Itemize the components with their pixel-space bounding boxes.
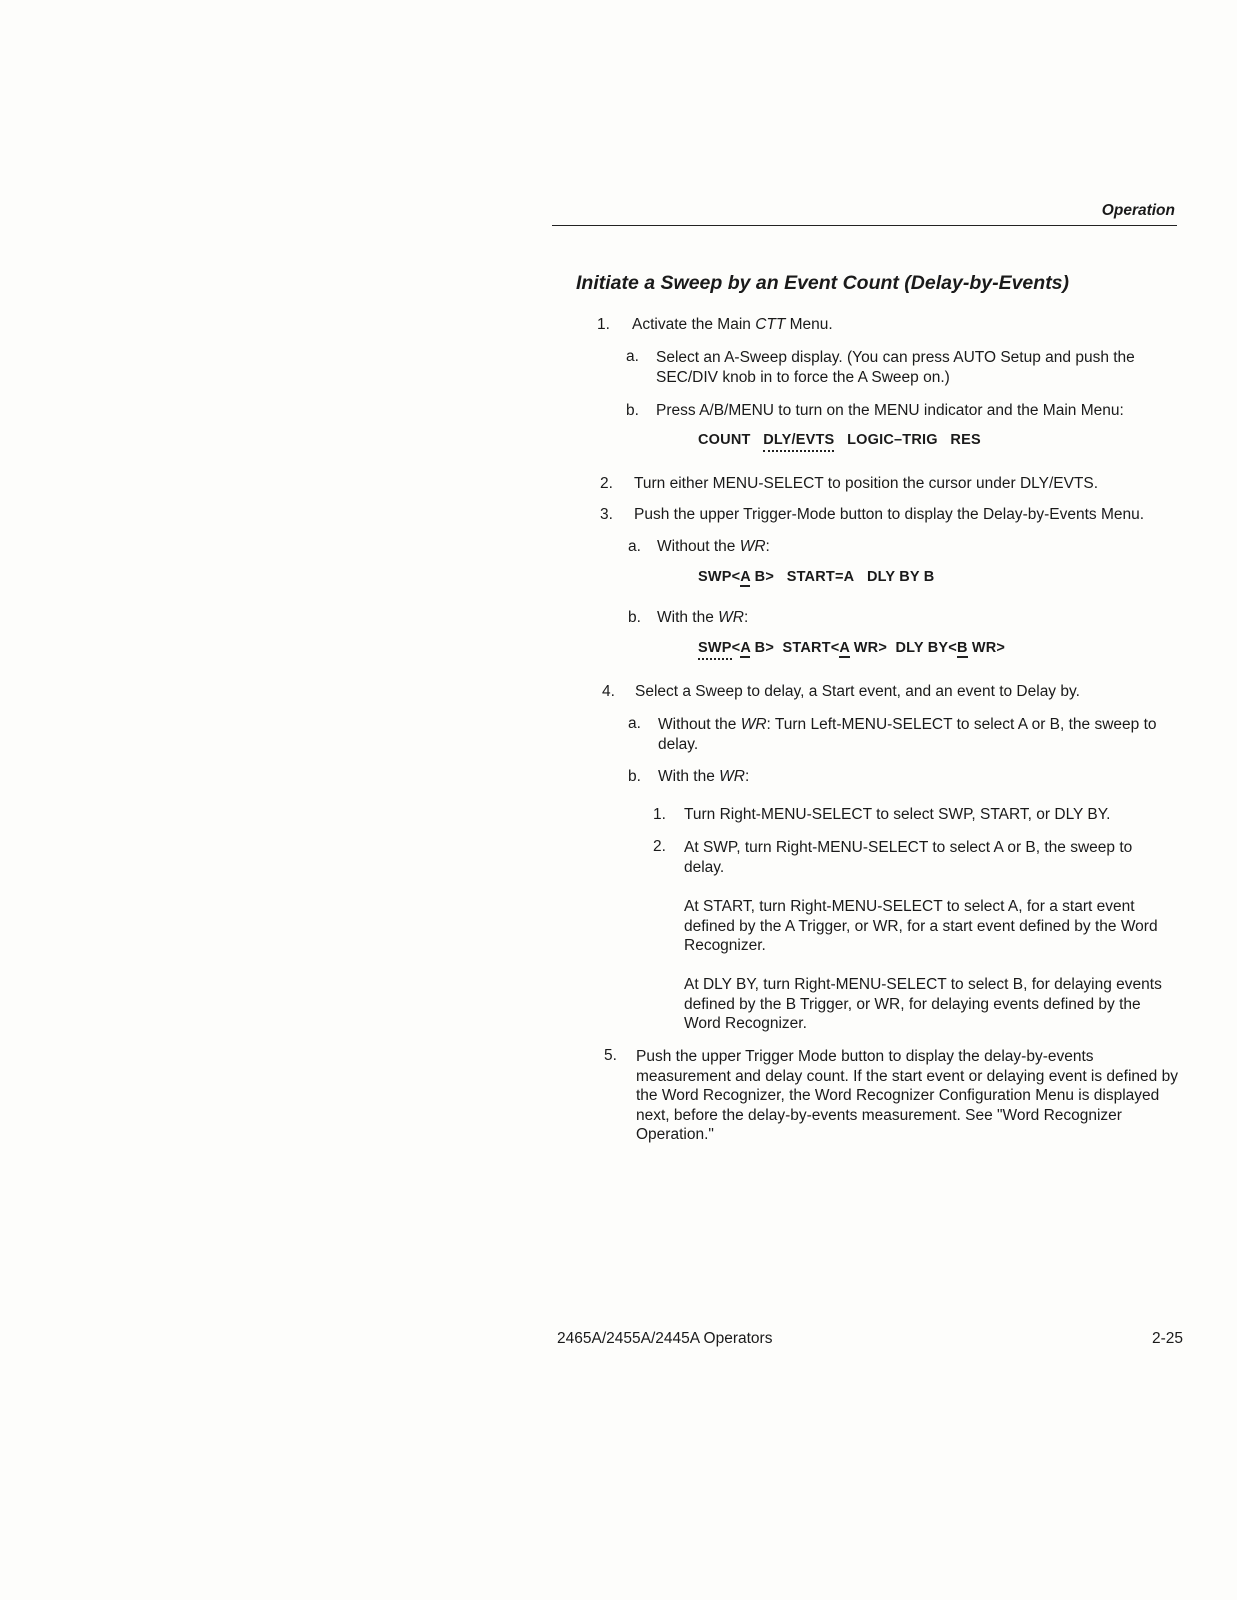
step-1b-letter: b. bbox=[626, 402, 639, 419]
step-2-text: Turn either MENU-SELECT to position the cursor under DLY/EVTS. bbox=[634, 475, 1099, 492]
menu-count: COUNT bbox=[698, 432, 751, 448]
step-4b-2-dlyby-paragraph: At DLY BY, turn Right-MENU-SELECT to select B, for delaying events defined by the B Trigger, or WR, for delaying events defined by the Word Recognizer. bbox=[684, 976, 1162, 1032]
ctt-term: CTT bbox=[755, 316, 786, 333]
step-2-number: 2. bbox=[600, 475, 613, 492]
step-1-text: Activate the Main CTT Menu. bbox=[632, 316, 833, 333]
running-header: Operation bbox=[1101, 202, 1175, 219]
cursor-swp: SWP bbox=[698, 640, 732, 660]
step-1-number: 1. bbox=[597, 316, 610, 333]
step-3a-letter: a. bbox=[628, 538, 641, 555]
step-3-text: Push the upper Trigger-Mode button to display the Delay-by-Events Menu. bbox=[634, 506, 1145, 523]
header-rule bbox=[552, 225, 1177, 226]
step-4b-1-number: 1. bbox=[653, 806, 666, 823]
step-4b-1-text: Turn Right-MENU-SELECT to select SWP, START, or DLY BY. bbox=[684, 806, 1111, 823]
step-4-text: Select a Sweep to delay, a Start event, and an event to Delay by. bbox=[635, 683, 1080, 700]
section-title: Initiate a Sweep by an Event Count (Delay-by-Events) bbox=[576, 272, 1070, 294]
menu-res: RES bbox=[950, 432, 981, 448]
step-3b-letter: b. bbox=[628, 609, 641, 626]
step-5-number: 5. bbox=[604, 1047, 617, 1064]
main-menu-display bbox=[698, 432, 981, 448]
cursor-a: A bbox=[740, 569, 751, 585]
step-4-number: 4. bbox=[602, 683, 615, 700]
delay-menu-without-wr: SWP<A B> START=A DLY BY B bbox=[698, 569, 935, 585]
step-4b-text: With the WR: bbox=[658, 768, 750, 785]
step-4b-2-start-paragraph: At START, turn Right-MENU-SELECT to select A, for a start event defined by the A Trigger, or WR, for a start event defined by the Word Recognizer. bbox=[684, 898, 1158, 954]
step-3a-text: Without the WR: bbox=[657, 538, 770, 555]
delay-menu-with-wr: SWP<A B> START<A WR> DLY BY<B WR> bbox=[698, 640, 1005, 656]
menu-dly-evts: DLY/EVTS bbox=[763, 432, 834, 452]
step-5-text: Push the upper Trigger Mode button to display the delay-by-events measurement and delay count. If the start event or delaying event is defined by the Word Recognizer, the Word Recognizer Configuration Menu is displayed next, before the delay-by-events measurement. See "Word Recognizer Operation." bbox=[636, 1048, 1178, 1143]
step-1a-letter: a. bbox=[626, 348, 639, 365]
step-3b-text: With the WR: bbox=[657, 609, 749, 626]
footer-page-number: 2-25 bbox=[1151, 1330, 1183, 1347]
step-1b-text: Press A/B/MENU to turn on the MENU indicator and the Main Menu: bbox=[656, 402, 1124, 419]
step-4b-letter: b. bbox=[628, 768, 641, 785]
step-4a-letter: a. bbox=[628, 715, 641, 732]
step-4b-2-number: 2. bbox=[653, 838, 666, 855]
footer-manual-title: 2465A/2455A/2445A Operators bbox=[557, 1330, 773, 1347]
step-4b-2-text: At SWP, turn Right-MENU-SELECT to select A or B, the sweep to delay. bbox=[684, 839, 1133, 876]
menu-logic-trig: LOGIC–TRIG bbox=[847, 432, 938, 448]
step-1a-text: Select an A-Sweep display. (You can press AUTO Setup and push the SEC/DIV knob in to force the A Sweep on.) bbox=[656, 349, 1135, 386]
step-4a-text: Without the WR: Turn Left-MENU-SELECT to select A or B, the sweep to delay. bbox=[658, 716, 1157, 753]
step-3-number: 3. bbox=[600, 506, 613, 523]
